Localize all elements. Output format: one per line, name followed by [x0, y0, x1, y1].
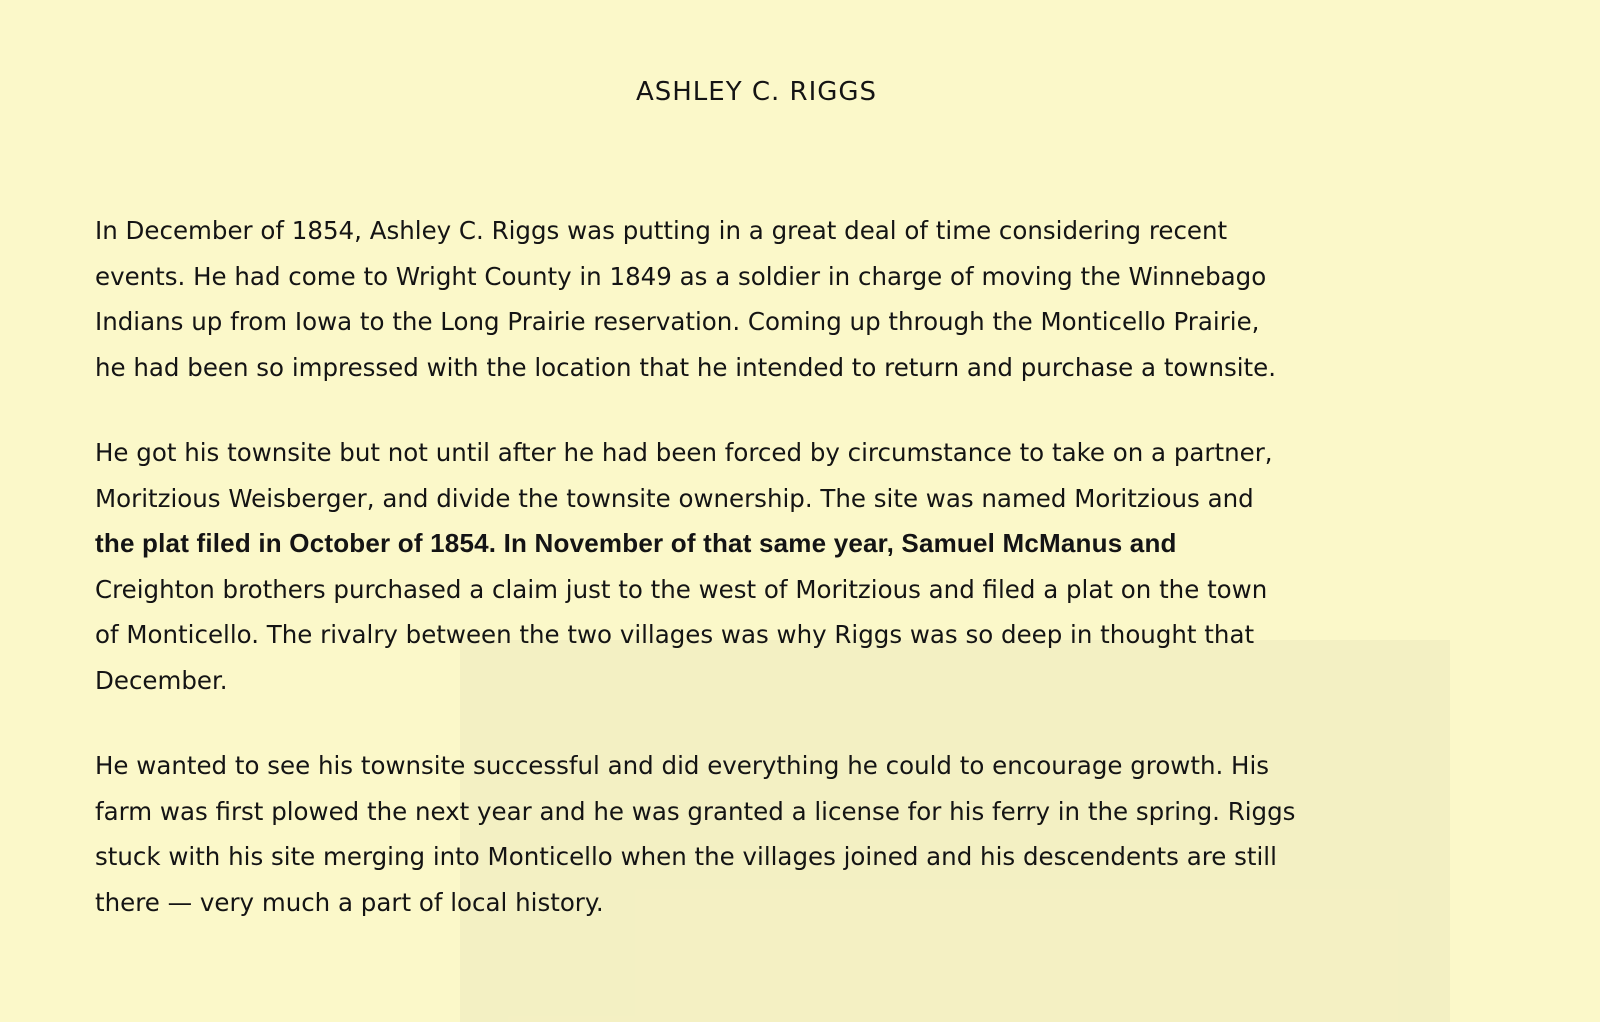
text-line: Indians up from Iowa to the Long Prairie reservation. Coming up through the Monticello Prairie,: [95, 307, 1260, 337]
paragraph-1: [95, 208, 1475, 390]
text-line: stuck with his site merging into Monticello when the villages joined and his descendents are still: [95, 842, 1277, 872]
page-title: ASHLEY C. RIGGS: [635, 77, 878, 107]
text-line: Creighton brothers purchased a claim just to the west of Moritzious and filed a plat on the town: [95, 574, 1268, 604]
text-line: Moritzious Weisberger, and divide the townsite ownership. The site was named Moritzious and: [95, 483, 1254, 513]
text-line: He got his townsite but not until after he had been forced by circumstance to take on a partner,: [95, 438, 1273, 467]
paragraph-3: [95, 743, 1475, 925]
text-line: there — very much a part of local history.: [95, 887, 604, 917]
text-line-bold: the plat filed in October of 1854. In November of that same year, Samuel McManus and: [95, 528, 1177, 559]
text-line: of Monticello. The rivalry between the two villages was why Riggs was so deep in thought that: [95, 620, 1255, 650]
text-line: he had been so impressed with the location that he intended to return and purchase a townsite.: [95, 352, 1277, 382]
text-line: farm was first plowed the next year and he was granted a license for his ferry in the spring. Riggs: [95, 796, 1296, 826]
paragraph-2: [95, 430, 1475, 704]
text-line: December.: [95, 665, 228, 695]
text-line: He wanted to see his townsite successful and did everything he could to encourage growth. His: [95, 751, 1270, 780]
text-line: In December of 1854, Ashley C. Riggs was putting in a great deal of time considering recent: [95, 216, 1228, 245]
text-line: events. He had come to Wright County in 1849 as a soldier in charge of moving the Winnebago: [95, 261, 1267, 291]
